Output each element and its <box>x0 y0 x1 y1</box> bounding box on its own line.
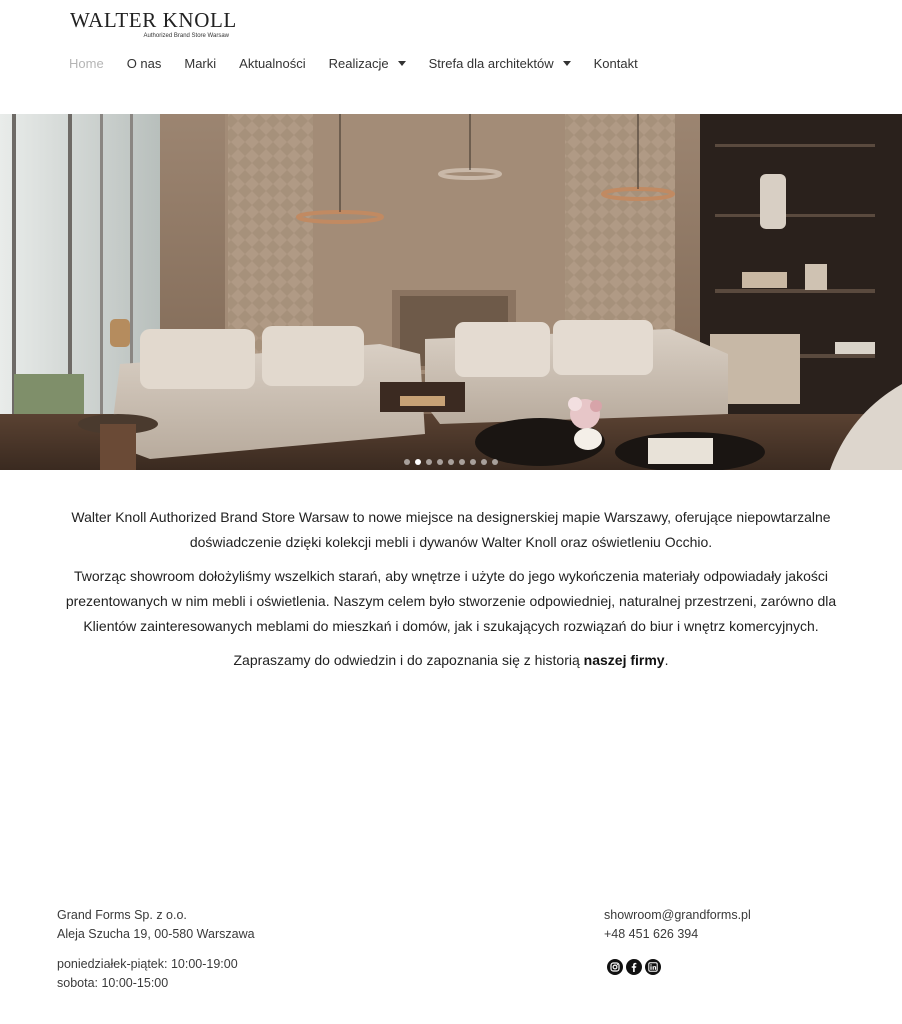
nav-architects-label: Strefa dla architektów <box>428 55 554 71</box>
nav-about[interactable]: O nas <box>126 55 162 71</box>
intro-paragraph-3 <box>60 648 842 673</box>
logo[interactable] <box>70 9 235 40</box>
facebook-icon[interactable] <box>626 959 642 975</box>
slider-dot[interactable] <box>415 459 421 465</box>
nav-brands[interactable]: Marki <box>184 55 217 71</box>
slider-dot[interactable] <box>459 459 465 465</box>
slider-dot[interactable] <box>492 459 498 465</box>
intro-paragraph-3-text: Zapraszamy do odwiedzin i do zapoznania się z historią <box>233 652 584 668</box>
nav-home[interactable]: Home <box>69 55 104 71</box>
company-address: Aleja Szucha 19, 00-580 Warszawa <box>57 926 255 941</box>
slider-dots <box>0 459 902 465</box>
company-history-link[interactable]: naszej firmy <box>583 652 665 668</box>
hero-slider[interactable] <box>0 114 902 470</box>
main-nav <box>69 53 661 73</box>
linkedin-icon[interactable] <box>645 959 661 975</box>
nav-news[interactable]: Aktualności <box>239 55 306 71</box>
social-links <box>607 959 751 975</box>
nav-architects[interactable] <box>429 56 571 71</box>
nav-projects-label: Realizacje <box>328 55 389 71</box>
contact-email[interactable]: showroom@grandforms.pl <box>604 908 751 922</box>
chevron-down-icon <box>398 61 406 66</box>
logo-wordmark: WALTER KNOLL <box>70 8 237 32</box>
slider-dot[interactable] <box>470 459 476 465</box>
hero-image <box>0 114 902 470</box>
footer-contact <box>604 906 751 975</box>
nav-contact[interactable]: Kontakt <box>593 55 638 71</box>
slider-dot[interactable] <box>426 459 432 465</box>
slider-dot[interactable] <box>437 459 443 465</box>
opening-hours-weekdays: poniedziałek-piątek: 10:00-19:00 <box>57 957 238 971</box>
contact-phone[interactable]: +48 451 626 394 <box>604 926 699 941</box>
nav-projects[interactable] <box>329 56 406 71</box>
opening-hours-saturday: sobota: 10:00-15:00 <box>57 975 169 990</box>
slider-dot[interactable] <box>481 459 487 465</box>
intro-section <box>60 505 842 682</box>
intro-paragraph-1: Walter Knoll Authorized Brand Store Warsaw to nowe miejsce na designerskiej mapie Warszawy, oferujące niepowtarzalne doświadczenie dzięki kolekcji mebli i dywanów Walter Knoll oraz oświetleniu Occhio. <box>71 509 831 550</box>
footer-address <box>57 906 255 992</box>
intro-paragraph-2: Tworząc showroom dołożyliśmy wszelkich starań, aby wnętrze i użyte do jego wykończenia materiały odpowiadały jakości prezentowanych w nim mebli i oświetlenia. Naszym celem było stworzenie odpowiedniej, naturalnej przestrzeni, zarówno dla Klientów zainteresowanych meblami do mieszkań i domów, jak i szukających rozwiązań do biur i wnętrz komercyjnych. <box>65 568 837 634</box>
instagram-icon[interactable] <box>607 959 623 975</box>
slider-dot[interactable] <box>404 459 410 465</box>
chevron-down-icon <box>563 61 571 66</box>
slider-dot[interactable] <box>448 459 454 465</box>
intro-paragraph-3-end: . <box>664 652 669 668</box>
logo-tagline: Authorized Brand Store Warsaw <box>143 33 229 39</box>
company-name: Grand Forms Sp. z o.o. <box>57 908 187 922</box>
